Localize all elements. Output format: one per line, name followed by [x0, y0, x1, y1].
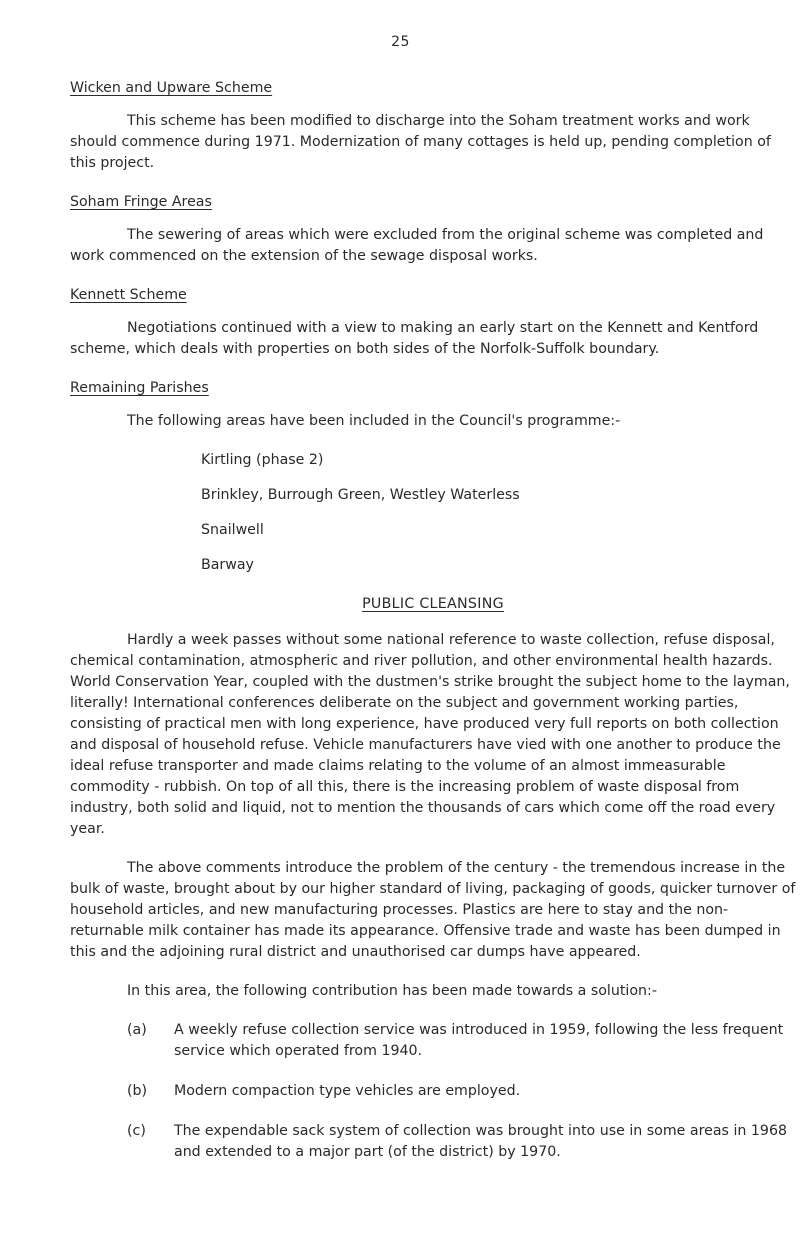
paragraph-kennett: Negotiations continued with a view to making an early start on the Kennett and Kentford scheme, which deals with properties on both sides of the Norfolk-Suffolk boundary. — [70, 320, 759, 357]
page-number: 25 — [391, 34, 410, 50]
paragraph-soham: The sewering of areas which were excluded from the original scheme was completed and work commenced on the extension of the sewage disposal works. — [70, 227, 764, 264]
solution-list — [70, 1020, 796, 1163]
list-item: Snailwell — [201, 522, 264, 538]
list-item: Kirtling (phase 2) — [201, 452, 324, 468]
list-item — [70, 1121, 796, 1163]
list-item — [70, 1081, 796, 1102]
paragraph-cleansing-1: Hardly a week passes without some national reference to waste collection, refuse disposal, chemical contamination, atmospheric and river pollution, and other environmental health hazards. World Conservation Year, coupled with the dustmen's strike brought the subject home to the layman, literally! International conferences deliberate on the subject and government working parties, consisting of practical men with long experience, have produced very full reports on both collection and disposal of household refuse. Vehicle manufacturers have vied with one another to produce the ideal refuse transporter and made claims relating to the volume of an almost immeasurable commodity - rubbish. On top of all this, there is the increasing problem of waste disposal from industry, both solid and liquid, not to mention the thousands of cars which come off the road every year. — [70, 632, 790, 837]
paragraph-cleansing-2: The above comments introduce the problem of the century - the tremendous increase in the bulk of waste, brought about by our higher standard of living, packaging of goods, quicker turnover of household articles, and new manufacturing processes. Plastics are here to stay and the non-returnable milk container has made its appearance. Offensive trade and waste has been dumped in this and the adjoining rural district and unauthorised car dumps have appeared. — [70, 860, 796, 960]
list-item — [70, 1020, 796, 1062]
list-marker: (b) — [127, 1083, 148, 1099]
list-marker: (c) — [127, 1123, 146, 1139]
paragraph-remaining-intro: The following areas have been included in the Council's programme:- — [127, 413, 621, 429]
heading-remaining-parishes: Remaining Parishes — [70, 380, 209, 396]
heading-wicken: Wicken and Upware Scheme — [70, 80, 273, 96]
list-item-text: A weekly refuse collection service was introduced in 1959, following the less frequent service which operated from 1940. — [174, 1022, 784, 1059]
heading-public-cleansing: PUBLIC CLEANSING — [362, 596, 504, 612]
heading-kennett: Kennett Scheme — [70, 287, 187, 303]
list-item-text: The expendable sack system of collection was brought into use in some areas in 1968 and extended to a major part (of the district) by 1970. — [174, 1123, 787, 1160]
list-marker: (a) — [127, 1022, 147, 1038]
list-item: Brinkley, Burrough Green, Westley Waterless — [201, 487, 520, 503]
paragraph-wicken: This scheme has been modified to discharge into the Soham treatment works and work should commence during 1971. Modernization of many cottages is held up, pending completion of this project. — [70, 113, 771, 171]
paragraph-cleansing-3: In this area, the following contribution has been made towards a solution:- — [127, 983, 657, 999]
heading-soham: Soham Fringe Areas — [70, 194, 212, 210]
parish-list — [70, 450, 796, 576]
list-item-text: Modern compaction type vehicles are employed. — [174, 1083, 521, 1099]
page-content — [70, 78, 796, 1182]
list-item: Barway — [201, 557, 254, 573]
